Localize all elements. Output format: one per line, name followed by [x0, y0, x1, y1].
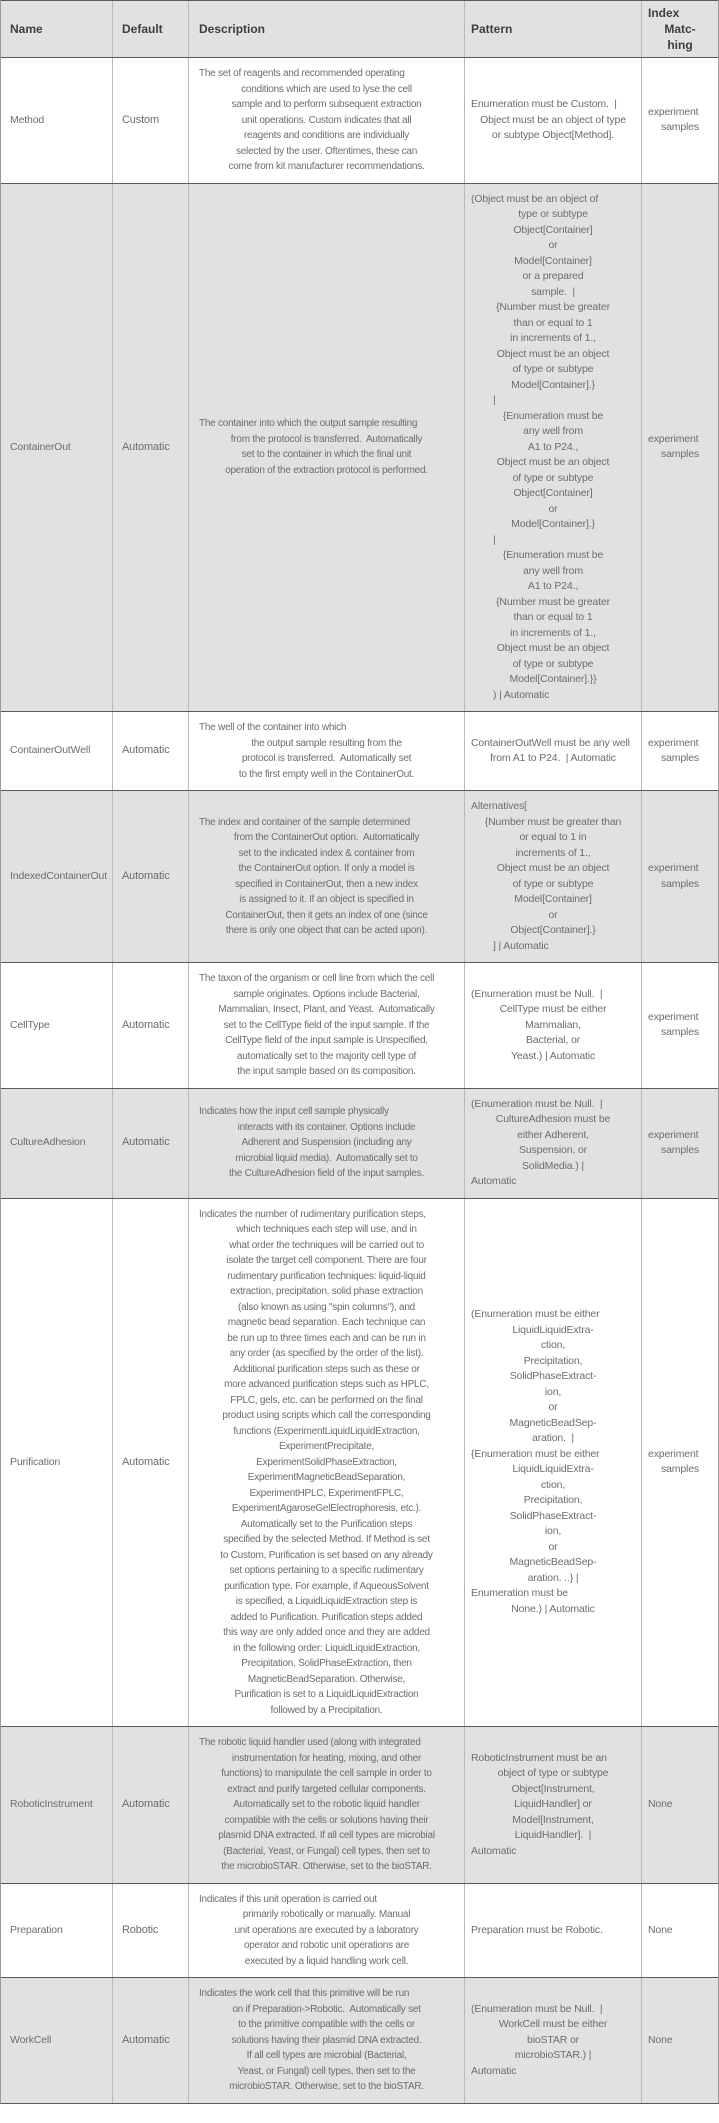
text-line: Mammalian, Insect, Plant, and Yeast. Automatically	[218, 1004, 435, 1015]
text-line: any well from	[523, 425, 583, 437]
text-line: of type or subtype	[512, 877, 594, 890]
text-line: {Enumeration must be	[502, 549, 604, 561]
table-row	[1, 57, 718, 183]
column-header-index-matching	[641, 1, 718, 57]
text-line: LiquidHandler] or	[514, 1798, 592, 1810]
text-line: sample and to perform subsequent extraction	[231, 99, 422, 110]
cell-pattern	[464, 1199, 641, 1727]
text-line: is specified, a LiquidLiquidExtraction step is	[235, 1596, 418, 1607]
cell-default	[112, 58, 188, 183]
option-name: IndexedContainerOut	[10, 869, 107, 882]
text-line: functions (ExperimentLiquidLiquidExtraction,	[233, 1425, 420, 1437]
text-line: microbioSTAR.) |	[514, 2049, 592, 2061]
text-line: SolidPhaseExtract-	[509, 1509, 597, 1522]
text-line: than or equal to 1	[513, 611, 593, 623]
cell-index-matching	[641, 58, 718, 183]
cell-pattern	[464, 1978, 641, 2103]
text-line: from the ContainerOut option. Automatically	[233, 832, 420, 843]
text-line: samples	[660, 121, 700, 134]
text-line: the CultureAdhesion field of the input samples.	[228, 1168, 425, 1180]
text-line: Object[Container]	[513, 487, 593, 499]
text-line: ExperimentSolidPhaseExtraction,	[256, 1456, 397, 1468]
cell-pattern	[464, 58, 641, 183]
text-line: from A1 to P24. | Automatic	[490, 752, 616, 764]
text-line: unit operations are executed by a laboratory	[234, 1924, 419, 1936]
text-line: None.) | Automatic	[511, 1602, 595, 1615]
text-line: The container into which the output sample resulting	[199, 418, 418, 430]
text-line: Object must be an object	[496, 347, 610, 360]
text-line: A1 to P24.,	[527, 580, 579, 592]
text-line: microbioSTAR. Otherwise, set to the bioSTAR.	[229, 2081, 424, 2092]
text-line: Matc-	[664, 22, 696, 36]
text-line: specified in ContainerOut, then a new index	[235, 878, 418, 890]
text-line: ction,	[540, 1339, 566, 1352]
text-line: FPLC, gels, etc. can be performed on the final	[230, 1394, 423, 1406]
text-line: of type or subtype	[512, 471, 594, 484]
text-line: Object[Container]	[513, 223, 593, 236]
text-line: Automatic	[471, 2064, 517, 2077]
column-header-name	[1, 1, 112, 57]
text-line: type or subtype	[518, 208, 588, 220]
cell-pattern	[464, 712, 641, 790]
text-line: than or equal to 1	[513, 316, 593, 329]
text-line: to the first empty well in the ContainerOut.	[238, 768, 415, 780]
text-line: Preparation must be Robotic.	[471, 1923, 603, 1936]
text-line: LiquidLiquidExtra-	[512, 1463, 594, 1476]
cell-description	[188, 1199, 464, 1727]
text-line: The robotic liquid handler used (along with integrated	[199, 1737, 421, 1748]
text-line: Automatically set to the robotic liquid handler	[233, 1799, 420, 1810]
text-line: set options pertaining to a specific rudimentary	[229, 1565, 424, 1576]
table-header-row	[1, 0, 718, 57]
cell-description	[188, 1978, 464, 2103]
text-line: the input sample based on its composition.	[237, 1066, 416, 1077]
text-line: MagneticBeadSep-	[509, 1416, 597, 1429]
table-row	[1, 1726, 718, 1883]
text-line: ExperimentHPLC, ExperimentFPLC,	[249, 1487, 404, 1499]
text-line: operator and robotic unit operations are	[243, 1940, 410, 1951]
text-line: plasmid DNA extracted. If all cell types are microbial	[218, 1830, 435, 1841]
cell-index-matching	[641, 1884, 718, 1978]
text-line: (Enumeration must be Null. |	[471, 1097, 603, 1110]
option-default-value: Automatic	[122, 1018, 170, 1031]
cell-default	[112, 712, 188, 790]
column-header-description	[188, 1, 464, 57]
text-line: ContainerOutWell must be any well	[471, 736, 630, 749]
text-line: Description	[199, 22, 266, 36]
text-line: interacts with its container. Options include	[237, 1121, 416, 1133]
text-line: selected by the user. Oftentimes, these can	[235, 145, 418, 157]
text-line: Automatically set to the Purification steps	[240, 1518, 413, 1530]
text-line: sample originates. Options include Bacterial,	[233, 988, 420, 1000]
text-line: which techniques each step will use, and in	[236, 1224, 417, 1235]
text-line: automatically set to the majority cell type of	[236, 1050, 417, 1062]
text-line: more advanced purification steps such as HPLC,	[224, 1379, 429, 1390]
text-line: any well from	[523, 564, 583, 577]
text-line: product using scripts which call the corresponding	[222, 1410, 431, 1421]
cell-description	[188, 963, 464, 1088]
text-line: hing	[667, 38, 693, 52]
text-line: ExperimentAgaroseGelElectrophoresis, etc.).	[231, 1503, 422, 1514]
text-line: specified by the selected Method. If Method is set	[223, 1534, 430, 1545]
text-line: ContainerOut, then it gets an index of one (since	[225, 909, 428, 921]
text-line: The well of the container into which	[199, 722, 347, 733]
text-line: the ContainerOut option. If only a model is	[238, 863, 415, 874]
text-line: or	[548, 239, 558, 251]
text-line: is assigned to it. If an object is specified in	[239, 894, 414, 905]
text-line: Precipitation,	[523, 1494, 583, 1507]
text-line: increments of 1.,	[515, 846, 591, 859]
text-line: Pattern	[471, 22, 513, 36]
cell-default	[112, 1727, 188, 1883]
text-line: (Object must be an object of	[471, 192, 599, 205]
cell-name	[1, 963, 112, 1088]
text-line: samples	[660, 448, 700, 461]
text-line: Bacterial, or	[525, 1034, 581, 1046]
text-line: be run up to three times each and can be run in	[227, 1332, 426, 1344]
text-line: to the primitive compatible with the cells or	[238, 2019, 415, 2030]
text-line: experiment	[648, 105, 699, 118]
table-row	[1, 711, 718, 790]
text-line: (Bacterial, Yeast, or Fungal) cell types, then set to	[223, 1845, 430, 1857]
text-line: added to Purification. Purification steps added	[230, 1611, 423, 1623]
table-row	[1, 962, 718, 1088]
option-default-value: Automatic	[122, 1136, 170, 1149]
text-line: aration. ..} |	[527, 1571, 579, 1584]
cell-name	[1, 1727, 112, 1883]
cell-name	[1, 1199, 112, 1727]
cell-index-matching	[641, 1727, 718, 1883]
text-line: None	[648, 1923, 673, 1936]
text-line: None	[648, 2033, 673, 2046]
text-line: The taxon of the organism or cell line from which the cell	[199, 973, 435, 984]
text-line: ) | Automatic	[493, 688, 550, 701]
text-line: Model[Container]	[514, 254, 592, 267]
option-name: RoboticInstrument	[10, 1798, 93, 1810]
text-line: this way are only added once and they are added	[223, 1627, 430, 1638]
text-line: {Enumeration must be	[502, 409, 604, 422]
text-line: aration. |	[532, 1432, 574, 1445]
text-line: {Number must be greater	[496, 595, 610, 608]
text-line: Object must be an object	[496, 456, 610, 468]
cell-default	[112, 1199, 188, 1727]
text-line: ion,	[544, 1525, 562, 1538]
text-line: Purification is set to a LiquidLiquidExtraction	[234, 1689, 419, 1700]
text-line: None	[648, 1798, 673, 1810]
text-line: or	[548, 502, 558, 515]
text-line: (Enumeration must be Null. |	[471, 987, 603, 1000]
text-line: from the protocol is transferred. Automatically	[230, 433, 423, 445]
text-line: set to the indicated index & container from	[238, 847, 415, 859]
text-line: reagents and conditions are individually	[243, 130, 410, 141]
text-line: {Number must be greater	[496, 301, 610, 313]
text-line: Precipitation, SolidPhaseExtraction, then	[241, 1658, 412, 1669]
text-line: followed by a Precipitation.	[270, 1704, 383, 1716]
text-line: protocol is transferred. Automatically set	[241, 753, 412, 764]
text-line: {Enumeration must be either	[471, 1447, 600, 1460]
option-default-value: Automatic	[122, 1455, 170, 1468]
cell-name	[1, 184, 112, 712]
text-line: Model[Container].}}	[509, 673, 597, 685]
text-line: CellType field of the input sample is Unspecified,	[225, 1035, 428, 1046]
text-line: Mammalian,	[525, 1018, 581, 1031]
option-name: Preparation	[10, 1923, 63, 1936]
cell-description	[188, 58, 464, 183]
text-line: there is only one object that can be acted upon).	[225, 925, 428, 936]
option-name: WorkCell	[10, 2033, 52, 2046]
text-line: (also known as using "spin columns"), and	[238, 1301, 415, 1313]
text-line: sample. |	[531, 285, 575, 298]
text-line: experiment	[648, 1447, 699, 1460]
text-line: The index and container of the sample determined	[199, 816, 410, 828]
cell-description	[188, 1089, 464, 1198]
table-row	[1, 183, 718, 712]
cell-index-matching	[641, 963, 718, 1088]
text-line: isolate the target cell component. There are four	[226, 1255, 427, 1266]
cell-pattern	[464, 1884, 641, 1978]
option-default-value: Automatic	[122, 869, 170, 882]
cell-pattern	[464, 1727, 641, 1883]
text-line: samples	[660, 752, 700, 764]
text-line: conditions which are used to lyse the cell	[241, 83, 412, 95]
option-name: ContainerOut	[10, 440, 71, 453]
text-line: The set of reagents and recommended operating	[199, 68, 405, 79]
cell-default	[112, 1089, 188, 1198]
option-name: CellType	[10, 1018, 50, 1031]
text-line: Precipitation,	[523, 1354, 583, 1367]
text-line: instrumentation for heating, mixing, and other	[231, 1752, 422, 1764]
text-line: or subtype Object[Method].	[491, 129, 615, 141]
text-line: Object must be an object of type	[480, 113, 626, 126]
text-line: If all cell types are microbial (Bacterial,	[246, 2050, 407, 2061]
text-line: Yeast, or Fungal) cell types, then set to the	[237, 2065, 416, 2077]
text-line: {Number must be greater than	[484, 815, 622, 828]
table-row	[1, 1883, 718, 1978]
text-line: compatible with the cells or solutions having their	[224, 1814, 429, 1826]
table-row	[1, 1977, 718, 2103]
cell-name	[1, 712, 112, 790]
cell-pattern	[464, 963, 641, 1088]
text-line: Object must be an object	[496, 642, 610, 654]
cell-name	[1, 1089, 112, 1198]
text-line: A1 to P24.,	[527, 440, 579, 453]
text-line: Model[Container].}	[511, 518, 595, 530]
text-line: Default	[122, 22, 163, 36]
text-line: Model[Container].}	[511, 378, 595, 391]
option-default-value: Automatic	[122, 1798, 170, 1810]
cell-default	[112, 1884, 188, 1978]
text-line: Suspension, or	[519, 1144, 587, 1156]
text-line: extract and purify targeted cellular components.	[227, 1783, 426, 1795]
text-line: solutions having their plasmid DNA extracted.	[231, 2034, 422, 2046]
text-line: experiment	[648, 1010, 699, 1023]
text-line: MagneticBeadSeparation. Otherwise,	[247, 1673, 406, 1685]
text-line: Adherent and Suspension (including any	[241, 1137, 412, 1149]
option-name: ContainerOutWell	[10, 744, 91, 757]
column-header-default	[112, 1, 188, 57]
cell-default	[112, 1978, 188, 2103]
cell-name	[1, 1884, 112, 1978]
text-line: samples	[660, 1463, 700, 1476]
text-line: ExperimentMagneticBeadSeparation,	[247, 1472, 406, 1483]
text-line: of type or subtype	[512, 363, 594, 375]
cell-description	[188, 712, 464, 790]
cell-pattern	[464, 184, 641, 712]
text-line: microbial liquid media). Automatically set to	[235, 1152, 418, 1164]
cell-index-matching	[641, 1089, 718, 1198]
text-line: Enumeration must be Custom. |	[471, 98, 617, 110]
text-line: experiment	[648, 1128, 699, 1141]
text-line: ExperimentPrecipitate,	[278, 1441, 375, 1452]
option-name: CultureAdhesion	[10, 1136, 86, 1149]
text-line: Automatic	[471, 1175, 517, 1187]
cell-index-matching	[641, 184, 718, 712]
text-line: the microbioSTAR. Otherwise, set to the bioSTAR.	[221, 1861, 432, 1872]
column-header-pattern	[464, 1, 641, 57]
text-line: the output sample resulting from the	[251, 737, 402, 749]
text-line: of type or subtype	[512, 657, 594, 670]
text-line: Object[Instrument,	[511, 1782, 595, 1795]
option-name: Method	[10, 113, 45, 126]
text-line: in increments of 1.,	[510, 332, 596, 344]
text-line: Object must be an object	[496, 862, 610, 874]
text-line: Model[Instrument,	[512, 1813, 594, 1826]
text-line: RoboticInstrument must be an	[471, 1751, 607, 1764]
text-line: in increments of 1.,	[510, 626, 596, 639]
cell-pattern	[464, 1089, 641, 1198]
option-default-value: Robotic	[122, 1923, 159, 1936]
text-line: what order the techniques will be carried out to	[229, 1239, 424, 1251]
cell-name	[1, 58, 112, 183]
cell-index-matching	[641, 791, 718, 962]
text-line: Alternatives[	[471, 800, 527, 812]
text-line: samples	[660, 1144, 700, 1156]
table-row	[1, 1088, 718, 1198]
table-row	[1, 1198, 718, 1727]
text-line: Indicates the work cell that this primitive will be run	[199, 1988, 410, 1999]
text-line: CellType must be either	[499, 1003, 607, 1015]
cell-description	[188, 1884, 464, 1978]
text-line: ion,	[544, 1385, 562, 1398]
text-line: Enumeration must be	[471, 1587, 568, 1600]
text-line: to Custom, Purification is set based on any already	[220, 1549, 433, 1561]
cell-pattern	[464, 791, 641, 962]
text-line: either Adherent,	[517, 1128, 589, 1141]
text-line: operation of the extraction protocol is performed.	[225, 464, 428, 476]
cell-description	[188, 791, 464, 962]
text-line: executed by a liquid handling work cell.	[244, 1955, 409, 1967]
text-line: ction,	[540, 1478, 566, 1491]
text-line: Additional purification steps such as these or	[233, 1363, 420, 1375]
text-line: extraction, precipitation, solid phase extraction	[230, 1286, 423, 1297]
table-row	[1, 790, 718, 962]
cell-name	[1, 1978, 112, 2103]
text-line: purification type. For example, if AqueousSolvent	[224, 1580, 429, 1592]
text-line: (Enumeration must be Null. |	[471, 2002, 603, 2015]
text-line: rudimentary purification techniques: liquid-liquid	[227, 1270, 426, 1282]
text-line: Indicates the number of rudimentary purification steps,	[199, 1208, 426, 1220]
text-line: or equal to 1 in	[519, 831, 587, 843]
option-default-value: Automatic	[122, 2033, 170, 2046]
text-line: experiment	[648, 736, 699, 749]
text-line: |	[493, 533, 496, 546]
text-line: or	[548, 1540, 558, 1553]
text-line: set to the CellType field of the input sample. If the	[223, 1019, 430, 1031]
cell-default	[112, 963, 188, 1088]
text-line: primarily robotically or manually. Manual	[242, 1909, 411, 1920]
cell-name	[1, 791, 112, 962]
text-line: set to the container in which the final unit	[241, 449, 412, 461]
text-line: SolidPhaseExtract-	[509, 1370, 597, 1383]
text-line: or a prepared	[522, 270, 584, 282]
text-line: (Enumeration must be either	[471, 1308, 600, 1321]
text-line: on if Preparation->Robotic. Automatically set	[232, 2003, 421, 2015]
text-line: functions) to manipulate the cell sample in order to	[221, 1768, 432, 1779]
text-line: Object[Container].}	[510, 924, 596, 936]
text-line: in the following order: LiquidLiquidExtraction,	[233, 1642, 420, 1654]
text-line: or	[548, 908, 558, 921]
text-line: CultureAdhesion must be	[495, 1113, 611, 1125]
cell-default	[112, 791, 188, 962]
text-line: ] | Automatic	[493, 939, 549, 952]
cell-description	[188, 184, 464, 712]
text-line: samples	[660, 877, 700, 890]
text-line: |	[493, 394, 496, 406]
text-line: bioSTAR or	[527, 2033, 579, 2046]
text-line: LiquidLiquidExtra-	[512, 1323, 594, 1336]
text-line: Index	[648, 6, 680, 20]
cell-default	[112, 184, 188, 712]
text-line: MagneticBeadSep-	[509, 1556, 597, 1569]
text-line: object of type or subtype	[497, 1767, 609, 1779]
cell-index-matching	[641, 1199, 718, 1727]
text-line: any order (as specified by the order of the list).	[229, 1348, 424, 1359]
text-line: Indicates how the input cell sample physically	[199, 1106, 389, 1118]
text-line: come from kit manufacturer recommendations.	[228, 161, 425, 172]
cell-index-matching	[641, 1978, 718, 2103]
text-line: samples	[660, 1026, 700, 1039]
text-line: Name	[10, 22, 43, 36]
text-line: Automatic	[471, 1844, 517, 1857]
option-name: Purification	[10, 1455, 61, 1468]
text-line: LiquidHandler]. |	[514, 1829, 592, 1841]
cell-index-matching	[641, 712, 718, 790]
text-line: Yeast.) | Automatic	[510, 1049, 596, 1062]
option-default-value: Automatic	[122, 440, 170, 453]
text-line: Indicates if this unit operation is carried out	[199, 1893, 377, 1905]
text-line: WorkCell must be either	[498, 2018, 608, 2030]
text-line: Model[Container]	[514, 893, 592, 905]
text-line: SolidMedia.) |	[522, 1159, 584, 1172]
text-line: unit operations. Custom indicates that all	[241, 114, 412, 126]
cell-description	[188, 1727, 464, 1883]
text-line: experiment	[648, 432, 699, 445]
text-line: magnetic bead separation. Each technique can	[227, 1317, 426, 1328]
option-default-value: Automatic	[122, 744, 170, 757]
text-line: experiment	[648, 862, 699, 874]
option-default-value: Custom	[122, 113, 159, 126]
text-line: or	[548, 1401, 558, 1414]
